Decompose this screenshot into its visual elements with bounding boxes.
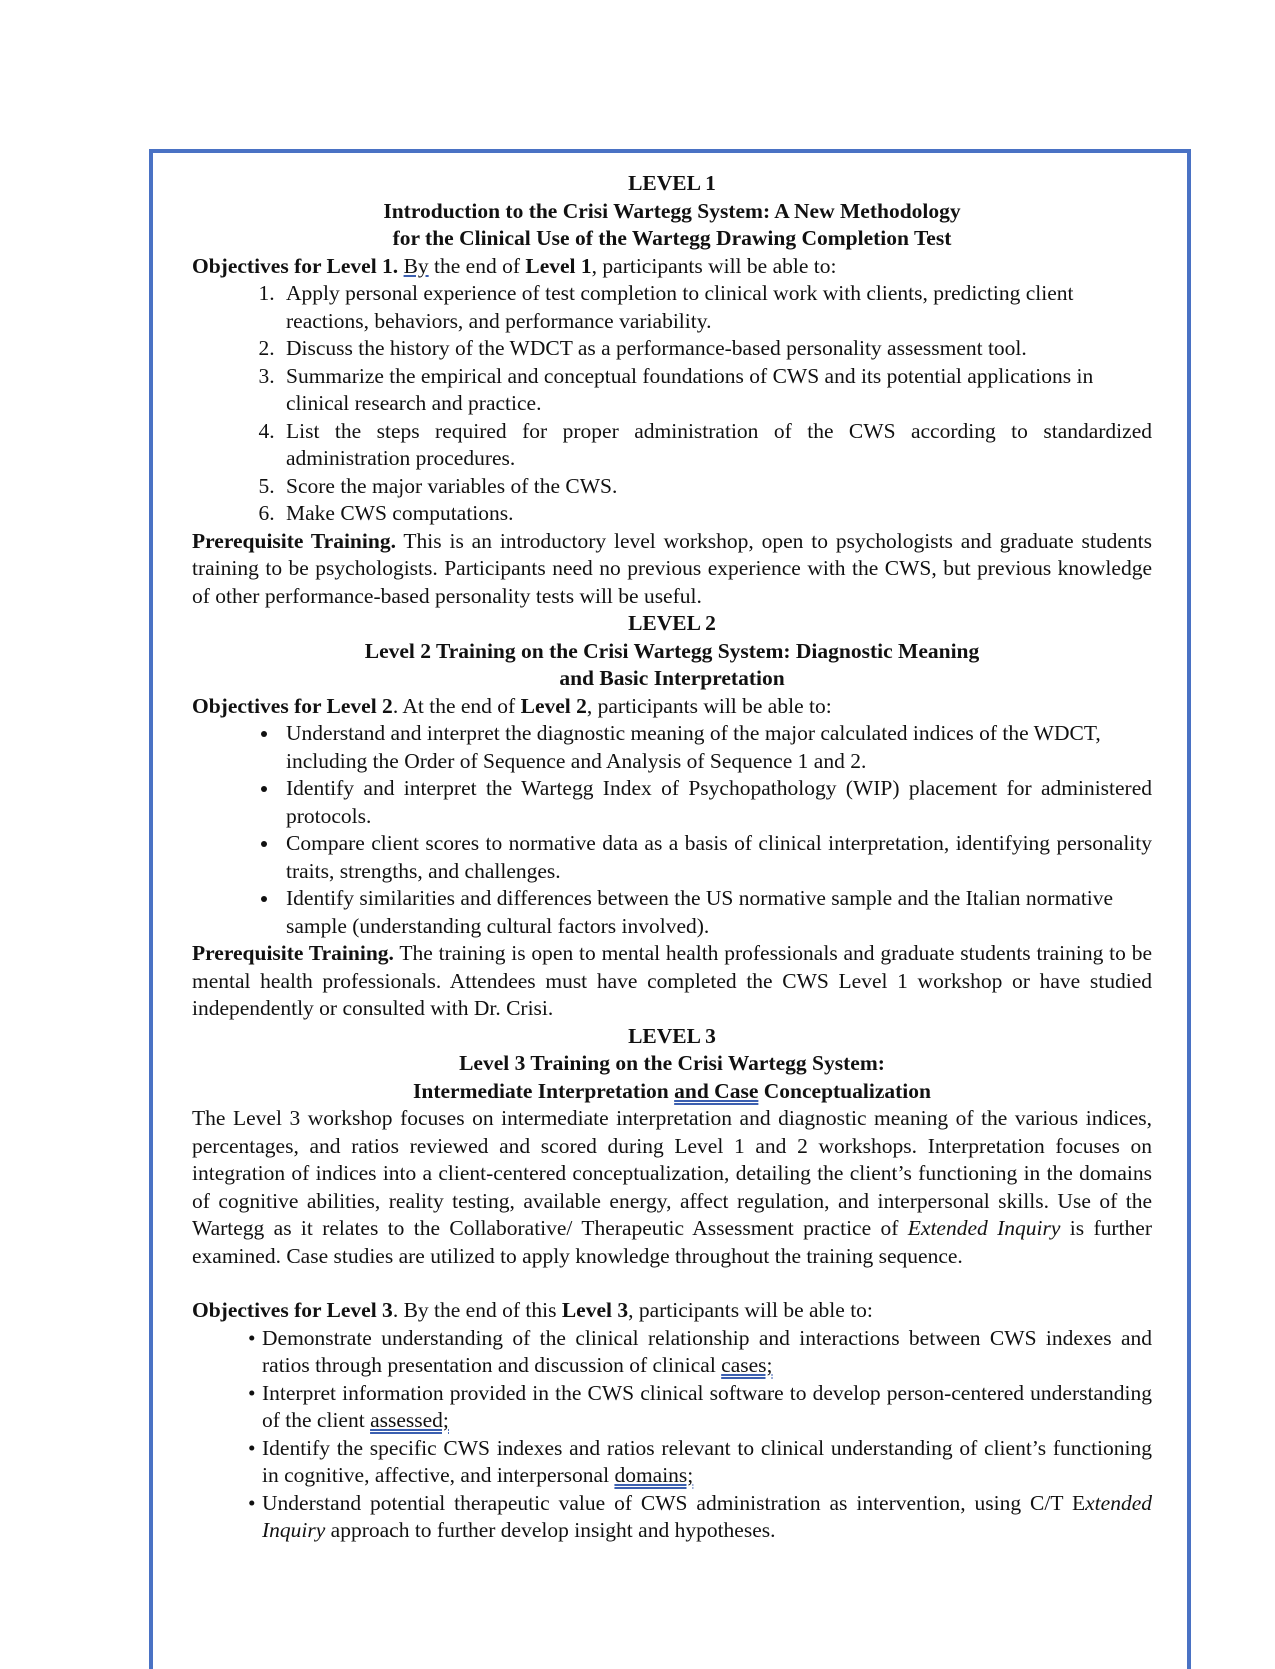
level-1-objectives-list [192,280,1152,528]
level-3-title-line-1: Level 3 Training on the Crisi Wartegg System: [459,1051,885,1075]
objectives-level: Level 2 [520,693,587,718]
prerequisite-text: The training is open to mental health professionals and graduate students training to be mental health professionals. Attendees must have completed the CWS Level 1 workshop or have studied independently or consulted with Dr. Crisi. [192,941,1152,1020]
level-2-title-line-2: and Basic Interpretation [559,666,785,690]
item-underlined-text: cases; [721,1353,773,1377]
list-item: 4. List the steps required for proper administration of the CWS according to standardized administration procedures. [280,418,1152,473]
list-item: 1. Apply personal experience of test completion to clinical work with clients, predicting client reactions, behaviors, and performance variability. [280,280,1152,335]
objectives-tail: , participants will be able to: [586,693,832,718]
level-3-section [192,1023,1152,1545]
objectives-text: . At the end of [392,693,521,718]
item-text: approach to further develop insight and hypotheses. [325,1518,776,1542]
list-item [248,1325,1152,1380]
objectives-label: Objectives for Level 3 [192,1298,393,1322]
list-item: • Identify similarities and differences between the US normative sample and the Italian normative sample (understanding cultural factors involved). [280,885,1152,940]
level-1-title-line-2: for the Clinical Use of the Wartegg Drawing Completion Test [392,226,952,250]
level-1-section [192,170,1152,610]
title-part: Conceptualization [758,1078,931,1103]
list-item: • Understand and interpret the diagnostic meaning of the major calculated indices of the WDCT, including the Order of Sequence and Analysis of Sequence 1 and 2. [280,720,1152,775]
list-item [248,1490,1152,1545]
item-italic: xtended Inquiry [262,1490,1152,1542]
level-1-prerequisite [192,528,1152,611]
objectives-tail: , participants will be able to: [591,253,837,278]
list-item: • Compare client scores to normative data as a basis of clinical interpretation, identifying personality traits, strengths, and challenges. [280,830,1152,885]
list-item: 2. Discuss the history of the WDCT as a performance-based personality assessment tool. [280,335,1152,363]
by-word: By [403,253,429,278]
item-underlined-text: domains; [614,1463,694,1487]
intro-italic: Extended Inquiry [907,1216,1061,1240]
list-item: 3. Summarize the empirical and conceptual foundations of CWS and its potential applications in clinical research and practice. [280,363,1152,418]
list-item [248,1380,1152,1435]
prerequisite-text: This is an introductory level workshop, open to psychologists and graduate students training to be psychologists. Participants need no previous experience with the CWS, but previous knowledge of other performance-based personality tests will be useful. [192,528,1152,608]
objectives-level: Level 1 [525,253,592,278]
item-text: Understand potential therapeutic value of CWS administration as intervention, using C/T E [262,1490,1086,1515]
level-1-title-line-1: Introduction to the Crisi Wartegg System: A New Methodology [383,198,961,223]
prerequisite-label: Prerequisite Training. [192,941,394,965]
level-1-heading: LEVEL 1 [628,171,716,195]
item-text: Identify the specific CWS indexes and ratios relevant to clinical understanding of client’s functioning in cognitive, affective, and interpersonal [262,1435,1152,1487]
level-2-section [192,610,1152,1023]
list-item: 5. Score the major variables of the CWS. [280,473,1152,501]
level-1-objectives-intro [192,253,1152,281]
objectives-text: the end of [428,253,526,278]
level-2-prerequisite [192,940,1152,1023]
list-item [248,1435,1152,1490]
prerequisite-label: Prerequisite Training. [192,528,396,553]
level-3-objectives-intro [192,1297,1152,1325]
level-3-intro [192,1105,1152,1270]
list-item: • Identify and interpret the Wartegg Index of Psychopathology (WIP) placement for administered protocols. [280,775,1152,830]
level-2-heading: LEVEL 2 [628,611,716,635]
item-text: Demonstrate understanding of the clinical relationship and interactions between CWS indexes and ratios through presentation and discussion of clinical [262,1325,1152,1377]
objectives-tail: , participants will be able to: [628,1298,873,1322]
level-2-title-line-1: Level 2 Training on the Crisi Wartegg System: Diagnostic Meaning [364,638,980,663]
objectives-level: Level 3 [561,1298,629,1322]
level-2-objectives-list [192,720,1152,940]
list-item: 6. Make CWS computations. [280,500,1152,528]
level-3-objectives-list [192,1325,1152,1545]
item-underlined-text: assessed; [370,1408,449,1432]
intro-text: The Level 3 workshop focuses on intermediate interpretation and diagnostic meaning of the various indices, percentages, and ratios reviewed and scored during Level 1 and 2 workshops. Interpretation focuses on integration of indices into a client-centered conceptualization, detailing the client’s functioning in the domains of cognitive abilities, reality testing, available energy, affect regulation, and interpersonal skills. Use of the Wartegg as it relates to the Collaborative/ Therapeutic Assessment practice of [192,1106,1152,1240]
document-body [192,170,1152,1545]
objectives-label: Objectives for Level 2 [192,693,393,718]
intro-text: is further examined. Case studies are utilized to apply knowledge throughout the training sequence. [192,1216,1152,1268]
level-2-objectives-intro [192,693,1152,721]
objectives-text: . By the end of this [392,1298,562,1322]
level-3-heading: LEVEL 3 [628,1023,716,1048]
objectives-label: Objectives for Level 1. [192,253,399,278]
item-text: Interpret information provided in the CWS clinical software to develop person-centered understanding of the client [262,1380,1152,1432]
spacer [192,1270,1152,1297]
title-underlined-part: and Case [674,1078,759,1103]
title-part: Intermediate Interpretation [413,1078,675,1103]
level-3-title-line-2 [192,1078,1152,1106]
